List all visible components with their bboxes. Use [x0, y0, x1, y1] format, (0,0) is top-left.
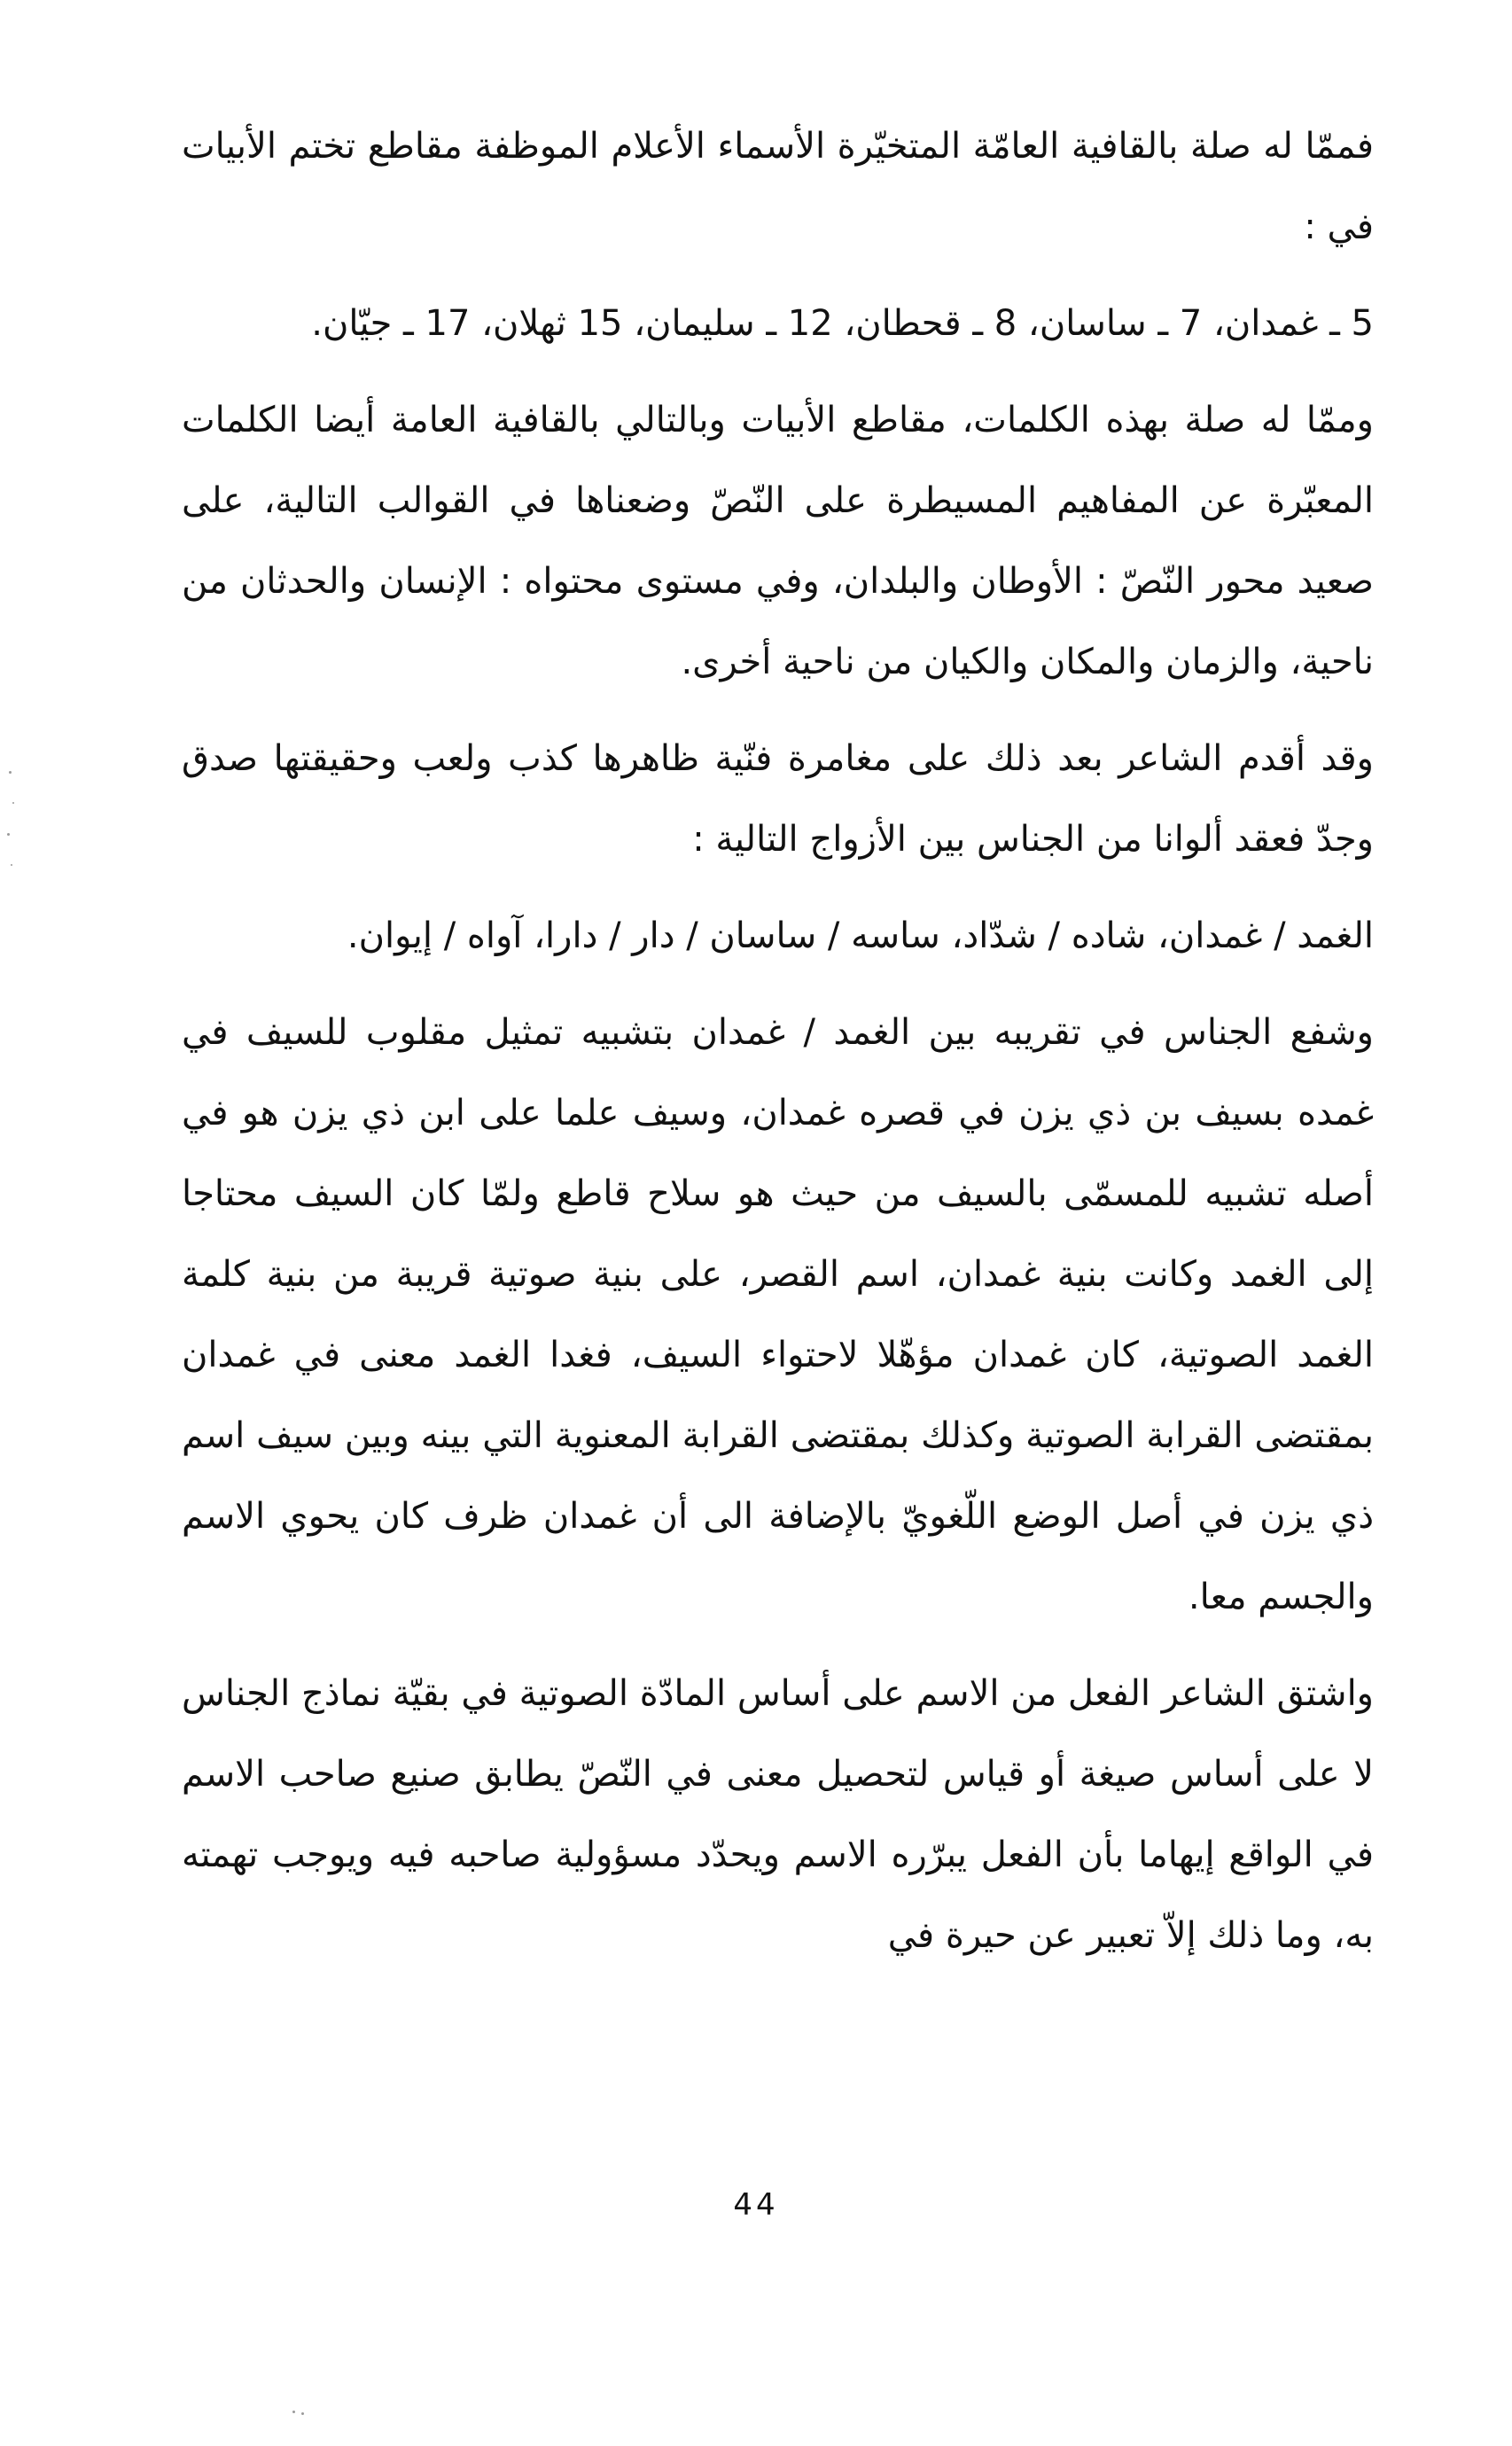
- scan-speck: [292, 2411, 295, 2413]
- paragraph: 5 ـ غمدان، 7 ـ ساسان، 8 ـ قحطان، 12 ـ سليمان، 15 ثهلان، 17 ـ جيّان.: [311, 303, 1374, 344]
- paragraph: وقد أقدم الشاعر بعد ذلك على مغامرة فنّية ظاهرها كذب ولعب وحقيقتها صدق وجدّ فعقد ألوانا من الجناس بين الأزواج التالية :: [182, 738, 1374, 860]
- scan-speck: [11, 864, 12, 866]
- scan-speck: [7, 833, 10, 836]
- scan-speck: [301, 2412, 304, 2415]
- scan-speck: [9, 771, 12, 774]
- paragraph: الغمد / غمدان، شاده / شدّاد، ساسه / ساسان / دار / دارا، آواه / إيوان.: [347, 915, 1374, 956]
- paragraph: وممّا له صلة بهذه الكلمات، مقاطع الأبيات وبالتالي بالقافية العامة أيضا الكلمات المعبّرة عن المفاهيم المسيطرة على النّصّ وضعناها في القوالب التالية، على صعيد محور النّصّ : الأوطان والبلدان، وفي مستوى محتواه : الإنسان والحدثان من ناحية، والزمان والمكان والكيان من ناحية أخرى.: [182, 400, 1374, 682]
- scan-speck: [12, 802, 14, 804]
- page-number: 44: [733, 2187, 779, 2223]
- body-text: [182, 106, 1374, 1976]
- paragraph: واشتق الشاعر الفعل من الاسم على أساس المادّة الصوتية في بقيّة نماذج الجناس لا على أساس صيغة أو قياس لتحصيل معنى في النّصّ يطابق صنيع صاحب الاسم في الواقع إيهاما بأن الفعل يبرّره الاسم ويحدّد مسؤولية صاحبه فيه ويوجب تهمته به، وما ذلك إلاّ تعبير عن حيرة في: [182, 1673, 1374, 1956]
- paragraph: فممّا له صلة بالقافية العامّة المتخيّرة الأسماء الأعلام الموظفة مقاطع تختم الأبيات في :: [182, 126, 1374, 247]
- paragraph: وشفع الجناس في تقريبه بين الغمد / غمدان بتشبيه تمثيل مقلوب للسيف في غمده بسيف بن ذي يزن في قصره غمدان، وسيف علما على ابن ذي يزن هو في أصله تشبيه للمسمّى بالسيف من حيث هو سلاح قاطع ولمّا كان السيف محتاجا إلى الغمد وكانت بنية غمدان، اسم القصر، على بنية صوتية قريبة من بنية كلمة الغمد الصوتية، كان غمدان مؤهّلا لاحتواء السيف، فغدا الغمد معنى في غمدان بمقتضى القرابة الصوتية وكذلك بمقتضى القرابة المعنوية التي بينه وبين سيف اسم ذي يزن في أصل الوضع اللّغويّ بالإضافة الى أن غمدان ظرف كان يحوي الاسم والجسم معا.: [182, 1012, 1374, 1617]
